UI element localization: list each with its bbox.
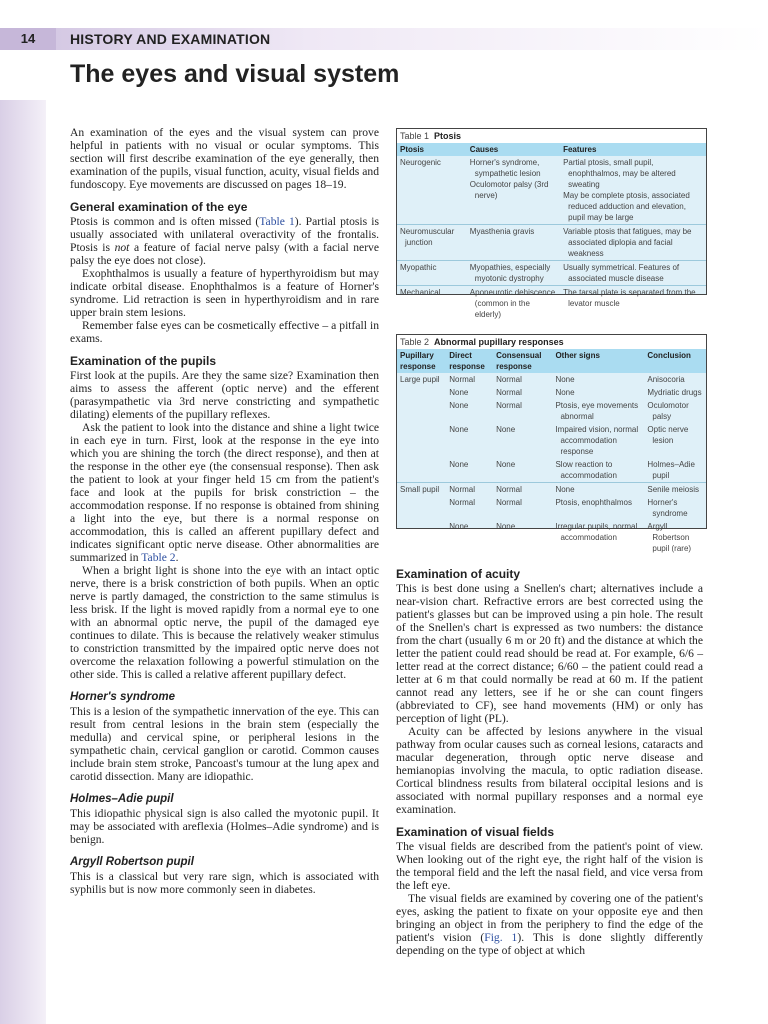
table-pupillary-responses <box>396 334 707 553</box>
table-cell: Myopathies, especially myotonic dystrophy <box>467 261 560 286</box>
table-cell: Mydriatic drugs <box>647 388 702 397</box>
table-cell: Optic nerve lesion <box>647 425 689 445</box>
table-cell <box>397 423 446 458</box>
pupils-paragraph-3: When a bright light is shone into the eye with an intact optic nerve, there is a brisk constriction of both pupils. When an optic nerve is partly damaged, the constriction to the same stimulus is less brisk. If the light is moved rapidly from a normal eye to one with an abnormal optic nerve, the pupil of the damaged eye continues to dilate. This is because the relatively weaker stimulus to constriction transmitted by the impaired optic nerve does not overcome the relaxation following a powerful stimulation on the other side. This is called a relative afferent pupillary defect. <box>70 564 379 681</box>
table-cell: None <box>449 401 469 410</box>
table-cell: None <box>449 425 469 434</box>
table-cell: None <box>449 460 469 469</box>
table-row <box>397 156 706 225</box>
table2-link[interactable]: Table 2 <box>141 551 176 564</box>
holmes-adie-paragraph: This idiopathic physical sign is also called the myotonic pupil. It may be associated with areflexia (Holmes–Adie syndrome) and is benign. <box>70 807 379 846</box>
pupils-paragraph-2: Ask the patient to look into the distance and shine a light twice in each eye in turn. First, look at the response in the eye into which you are shining the torch (the direct response), and then at the response in the other eye (the consensual response). Then ask the patient to look at your finger held 15 cm from the patient's face and look at the pupils for brisk constriction – the accommodation response. If no response is obtained from shining a light into the eye, but there is a normal response on accommodation, this is called an afferent pupillary defect and indicates significant optic nerve disease. Other abnormalities are summarized in Table 2. <box>70 421 379 564</box>
fields-paragraph-2: The visual fields are examined by covering one of the patient's eyes, asking the patient to fixate on your opposite eye and then bringing an object in from the periphery to find the edge of the patient's vision (Fig. 1). This is done slightly differently depending on the type of object at which <box>396 892 704 957</box>
table-cell: Neuromuscular junction <box>397 225 467 261</box>
table-cell: None <box>555 375 575 384</box>
table-cell: Aponeurotic dehiscence (common in the elderly) <box>467 286 560 322</box>
table-cell: Usually symmetrical. Features of associated muscle disease <box>560 261 706 286</box>
table-cell: Normal <box>496 388 522 397</box>
table-cell: Slow reaction to accommodation <box>555 460 617 480</box>
table-cell: Normal <box>446 483 493 497</box>
table-cell: Horner's syndrome, sympathetic lesion Oculomotor palsy (3rd nerve) <box>469 158 549 200</box>
table-cell: Argyll Robertson pupil (rare) <box>647 522 692 553</box>
column-header: Consensual response <box>493 349 552 373</box>
general-paragraph-2: Exophthalmos is usually a feature of hyperthyroidism but may indicate orbital disease. Enophthalmos is a feature of Horner's syndrome. Lid retraction is seen in hyperthyroidism and in rare upper brain stem lesions. <box>70 267 379 319</box>
table-row <box>397 386 706 399</box>
table-cell: None <box>496 425 516 434</box>
table-cell: Ptosis, eye movements abnormal <box>555 401 639 421</box>
table-cell: None <box>449 522 469 531</box>
column-header: Pupillary response <box>397 349 446 373</box>
table-cell: Normal <box>449 498 476 507</box>
table-cell: Myopathic <box>397 261 467 286</box>
table-ptosis <box>396 128 707 319</box>
table-cell: Normal <box>493 483 552 497</box>
table-cell <box>397 496 446 520</box>
table-cell: Holmes–Adie pupil <box>647 460 695 480</box>
acuity-paragraph-2: Acuity can be affected by lesions anywhere in the visual pathway from ocular causes such as corneal lesions, cataracts and macular degeneration, through optic nerve disease and hemianopias involving the macula, to optic radiation disease. Cortical blindness results from bilateral occipital lesions and is associated with normal pupillary responses and a normal eye examination. <box>396 725 703 816</box>
pupils-paragraph-1: First look at the pupils. Are they the same size? Examination then aims to assess the afferent (optic nerve) and the efferent (parasympathetic via 3rd nerve constricting and sympathetic dilating) elements of the pupillary reflexes. <box>70 369 379 421</box>
heading-pupils: Examination of the pupils <box>70 354 217 368</box>
table-cell: Variable ptosis that fatigues, may be associated diplopia and facial weakness <box>560 225 706 261</box>
heading-acuity: Examination of acuity <box>396 567 521 581</box>
left-column <box>70 126 379 896</box>
table-row <box>397 496 706 520</box>
table-caption: Table 1 Ptosis <box>397 129 706 143</box>
table-cell: Horner's syndrome <box>647 498 688 518</box>
table-cell: Normal <box>496 401 522 410</box>
table-cell: Large pupil <box>400 375 440 384</box>
column-header: Features <box>560 143 706 156</box>
table-cell <box>397 520 446 555</box>
acuity-paragraph-1: This is best done using a Snellen's chart; alternatives include a near-vision chart. Refractive errors are best corrected using the patient's glasses but can be improved using a pin hole. The result of the Snellen's chart is expressed as two numbers: the distance from the chart (usually 6 m or 20 ft) and the distance at which the letter the patient could read should be read at. For example, 6/6 – letter read at the correct distance; 6/60 – the patient could read a letter at 6 m that could normally be read at 60 m. If the patient cannot read any letters, see if he or she can count fingers (abbreviated to CF), see hand movements (HM) or only has perception of light (PL). <box>396 582 703 725</box>
general-paragraph-1: Ptosis is common and is often missed (Table 1). Partial ptosis is usually associated with unilateral overactivity of the frontalis. Ptosis is not a feature of facial nerve palsy (with a facial nerve palsy the eye does not close). <box>70 215 379 267</box>
column-header: Causes <box>467 143 560 156</box>
intro-paragraph: An examination of the eyes and the visual system can prove helpful in patients with no visual or ocular symptoms. This section will first describe examination of the eye generally, then examination of the pupils, visual function, acuity, visual fields and fundoscopy. Eye movements are discussed on pages 18–19. <box>70 126 379 191</box>
margin-band <box>0 100 46 1024</box>
table-row <box>397 520 706 555</box>
table-cell: The tarsal plate is separated from the levator muscle <box>560 286 706 322</box>
table-row <box>397 373 706 386</box>
table-row <box>397 423 706 458</box>
table-cell: Small pupil <box>397 483 446 497</box>
table-cell: Mechanical <box>397 286 467 322</box>
table-row <box>397 225 706 261</box>
table-cell: Normal <box>496 498 522 507</box>
column-header: Ptosis <box>397 143 467 156</box>
heading-argyll-robertson: Argyll Robertson pupil <box>70 856 194 868</box>
table-cell: Partial ptosis, small pupil, enophthalmos, may be altered sweating May be complete ptosis, associated reduced adduction and elevation, pupil may be large <box>563 158 690 222</box>
table-cell: Ptosis, enophthalmos <box>555 498 632 507</box>
table-cell: Oculomotor palsy <box>647 401 689 421</box>
table-cell: None <box>555 388 575 397</box>
horner-paragraph: This is a lesion of the sympathetic innervation of the eye. This can result from central lesions in the brain stem (especially the medulla) and cervical spine, or peripheral lesions in the sympathetic chain, cervical ganglion or carotid. Common causes include brain stem stroke, Pancoast's tumour at the lung apex and carotid dissection. Many are idiopathic. <box>70 705 379 783</box>
table-caption: Table 2 Abnormal pupillary responses <box>397 335 706 349</box>
table-cell: Senile meiosis <box>644 483 706 497</box>
page-number: 14 <box>0 28 56 50</box>
heading-holmes-adie: Holmes–Adie pupil <box>70 793 174 805</box>
fig1-link[interactable]: Fig. 1 <box>484 931 518 944</box>
right-column <box>396 567 703 957</box>
table-row <box>397 483 706 497</box>
table-cell: Normal <box>449 375 476 384</box>
table-cell: None <box>449 388 469 397</box>
heading-general-exam: General examination of the eye <box>70 200 248 214</box>
table-row <box>397 458 706 483</box>
table-row <box>397 261 706 286</box>
table-cell: Anisocoria <box>647 375 685 384</box>
table-cell: Irregular pupils, normal accommodation <box>555 522 638 542</box>
table-row <box>397 399 706 423</box>
heading-visual-fields: Examination of visual fields <box>396 825 555 839</box>
table-cell: Neurogenic <box>400 158 441 167</box>
table-cell: Impaired vision, normal accommodation response <box>555 425 639 456</box>
heading-horner: Horner's syndrome <box>70 691 175 703</box>
fields-paragraph-1: The visual fields are described from the patient's point of view. When looking out of the right eye, the right half of the vision is the temporal field and the left the nasal field, and vice versa from the left eye. <box>396 840 703 892</box>
table1-link[interactable]: Table 1 <box>259 215 295 228</box>
table-cell: None <box>496 460 516 469</box>
argyll-robertson-paragraph: This is a classical but very rare sign, which is associated with syphilis but is now more commonly seen in diabetes. <box>70 870 379 896</box>
table-cell <box>397 386 446 399</box>
column-header: Direct response <box>446 349 493 373</box>
column-header: Other signs <box>552 349 644 373</box>
table-cell <box>397 399 446 423</box>
table-cell <box>397 458 446 483</box>
table-cell: Myasthenia gravis <box>467 225 560 261</box>
general-paragraph-3: Remember false eyes can be cosmetically effective – a pitfall in exams. <box>70 319 379 345</box>
page-title: The eyes and visual system <box>70 60 400 88</box>
table-cell: None <box>552 483 644 497</box>
table-cell: None <box>496 522 516 531</box>
table-row <box>397 286 706 322</box>
table-cell: Normal <box>496 375 522 384</box>
section-title: HISTORY AND EXAMINATION <box>70 31 271 47</box>
column-header: Conclusion <box>644 349 706 373</box>
